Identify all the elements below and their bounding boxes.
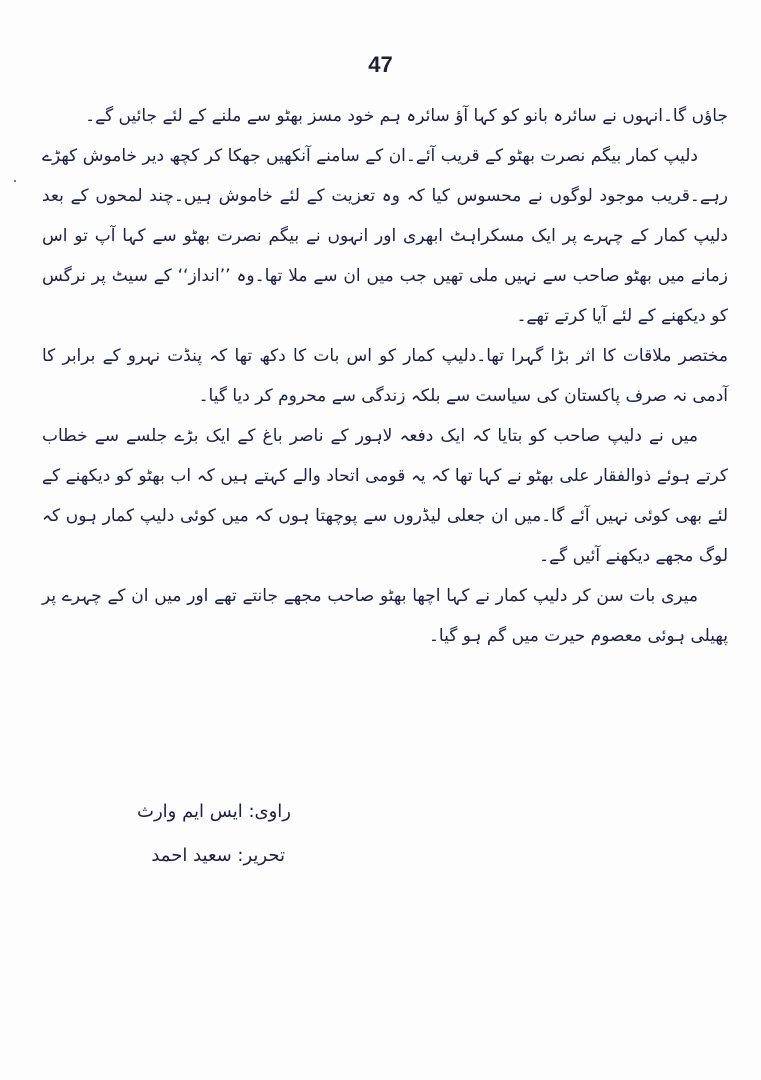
scan-speck [14,180,16,182]
page-number: 47 [368,52,393,77]
narrator-credit: راوی: ایس ایم وارث [137,801,291,822]
paragraph-4: میں نے دلیپ صاحب کو بتایا کہ ایک دفعہ لاہور کے ناصر باغ کے ایک بڑے جلسے سے خطاب کرتے ہوئے ذوالفقار علی بھٹو نے کہا تھا کہ یہ قومی اتحاد والے کہتے ہیں کہ اب بھٹو کو دیکھنے کے لئے بھی کوئی نہیں آئے گا۔میں ان جعلی لیڈروں سے پوچھتا ہوں کہ میں کوئی دلیپ کمار ہوں کہ لوگ مجھے دیکھنے آئیں گے۔ [42,426,728,566]
credits [137,790,291,878]
body-text [42,96,728,656]
writer-credit: تحریر: سعید احمد [151,845,285,866]
paragraph-1: جاؤں گا۔انہوں نے سائرہ بانو کو کہا آؤ سائرہ ہم خود مسز بھٹو سے ملنے کے لئے جائیں گے۔ [85,106,728,126]
paragraph-3: مختصر ملاقات کا اثر بڑا گہرا تھا۔دلیپ کمار کو اس بات کا دکھ تھا کہ پنڈت نہرو کے برابر کا آدمی نہ صرف پاکستان کی سیاست سے بلکہ زندگی سے محروم کر دیا گیا۔ [42,346,728,406]
paragraph-2: دلیپ کمار بیگم نصرت بھٹو کے قریب آئے۔ان کے سامنے آنکھیں جھکا کر کچھ دیر خاموش کھڑے رہے۔قریب موجود لوگوں نے محسوس کیا کہ وہ تعزیت کے لئے خاموش ہیں۔چند لمحوں کے بعد دلیپ کمار کے چہرے پر ایک مسکراہٹ ابھری اور انہوں نے بیگم نصرت بھٹو سے کہا آپ تو اس زمانے میں بھٹو صاحب سے نہیں ملی تھیں جب میں ان سے ملا تھا۔وہ ’’انداز‘‘ کے سیٹ پر نرگس کو دیکھنے کے لئے آیا کرتے تھے۔ [42,146,728,326]
paragraph-5: میری بات سن کر دلیپ کمار نے کہا اچھا بھٹو صاحب مجھے جانتے تھے اور میں ان کے چہرے پر پھیلی ہوئی معصوم حیرت میں گم ہو گیا۔ [42,586,728,646]
